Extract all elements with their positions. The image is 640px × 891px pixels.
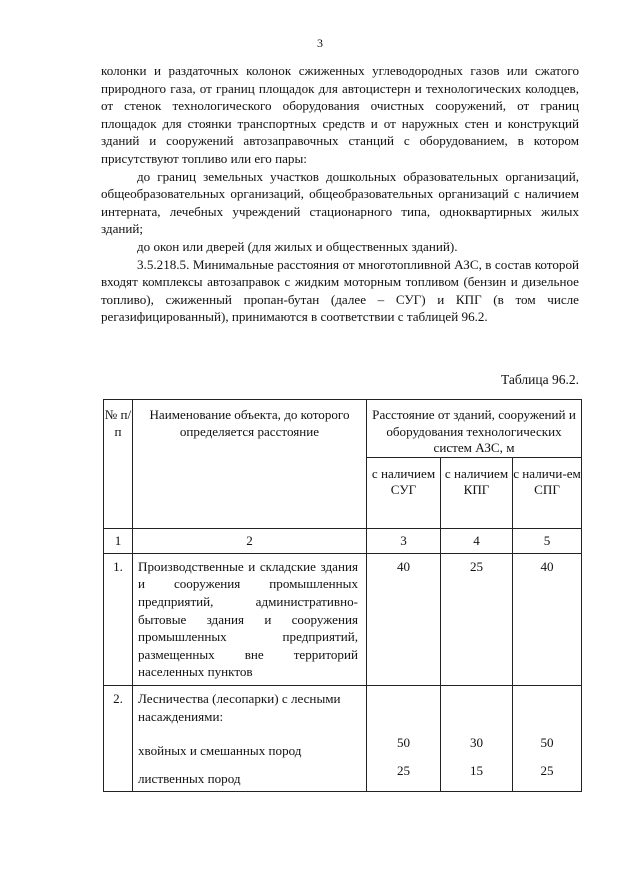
paragraph-1: колонки и раздаточных колонок сжиженных углеводородных газов или сжатого природного газа, от границ площадок для автоцистерн и технологических колодцев, от стенок технологического оборудования очистных сооружений, от границ площадок для стоянки транспортных средств и от наружных стен и конструкций зданий и сооружений автозаправочных станций с оборудованием, в котором присутствуют топливо или его пары: — [101, 63, 579, 166]
header-number: № п/п — [104, 400, 133, 529]
value-sug: 25 — [396, 762, 411, 778]
row-number: 1. — [104, 553, 133, 685]
value-kpg: 15 — [469, 762, 484, 778]
header-object-name: Наименование объекта, до которого определяется расстояние — [133, 400, 367, 529]
body-text — [101, 62, 579, 326]
value-spg: 25 — [540, 762, 554, 778]
sub-row-name: лиственных пород — [138, 770, 241, 786]
paragraph-3: до окон или дверей (для жилых и общественных зданий). — [137, 238, 458, 254]
column-number: 1 — [104, 528, 133, 553]
value-sug: 50 — [396, 734, 411, 750]
paragraph-2: до границ земельных участков дошкольных образовательных организаций, общеобразовательных организаций, общеобразовательных организаций с наличием интерната, лечебных учреждений стационарного типа, одноквартирных жилых зданий; — [101, 168, 579, 237]
column-number: 2 — [133, 528, 367, 553]
object-name — [133, 553, 367, 685]
header-with-spg: с наличи-ем СПГ — [513, 457, 582, 528]
column-number: 3 — [367, 528, 441, 553]
paragraph-4: 3.5.218.5. Минимальные расстояния от многотопливной АЗС, в состав которой входят комплексы автозаправок с жидким моторным топливом (бензин и дизельное топливо), сжиженный пропан-бутан (далее – СУГ) и КПГ (в том числе регазифицированный), принимаются в соответствии с таблицей 96.2. — [101, 256, 579, 325]
row-number: 2. — [104, 685, 133, 791]
object-name-text: Производственные и складские здания и сооружения промышленных предприятий, административно-бытовые здания и сооружения промышленных предприятий, размещенных вне территорий населенных пунктов — [138, 558, 358, 680]
values-spg — [513, 685, 582, 791]
header-with-kpg: с наличием КПГ — [441, 457, 513, 528]
values-sug — [367, 685, 441, 791]
table-row — [104, 685, 582, 791]
table-row — [104, 553, 582, 685]
value-spg: 50 — [540, 734, 554, 750]
header-distance: Расстояние от зданий, сооружений и оборудования технологических систем АЗС, м — [367, 400, 582, 458]
object-name-text: Лесничества (лесопарки) с лесными насаждениями: — [138, 690, 341, 724]
values-kpg — [441, 685, 513, 791]
table-caption: Таблица 96.2. — [501, 372, 579, 387]
column-number: 5 — [513, 528, 582, 553]
value-spg: 40 — [513, 553, 582, 685]
value-kpg: 25 — [441, 553, 513, 685]
column-number: 4 — [441, 528, 513, 553]
header-with-sug: с наличием СУГ — [367, 457, 441, 528]
page-number: 3 — [317, 36, 323, 50]
value-sug: 40 — [367, 553, 441, 685]
value-kpg: 30 — [469, 734, 484, 750]
object-name — [133, 685, 367, 791]
distance-table — [103, 399, 582, 792]
column-numbers-row — [104, 528, 582, 553]
sub-row-name: хвойных и смешанных пород — [138, 743, 302, 759]
